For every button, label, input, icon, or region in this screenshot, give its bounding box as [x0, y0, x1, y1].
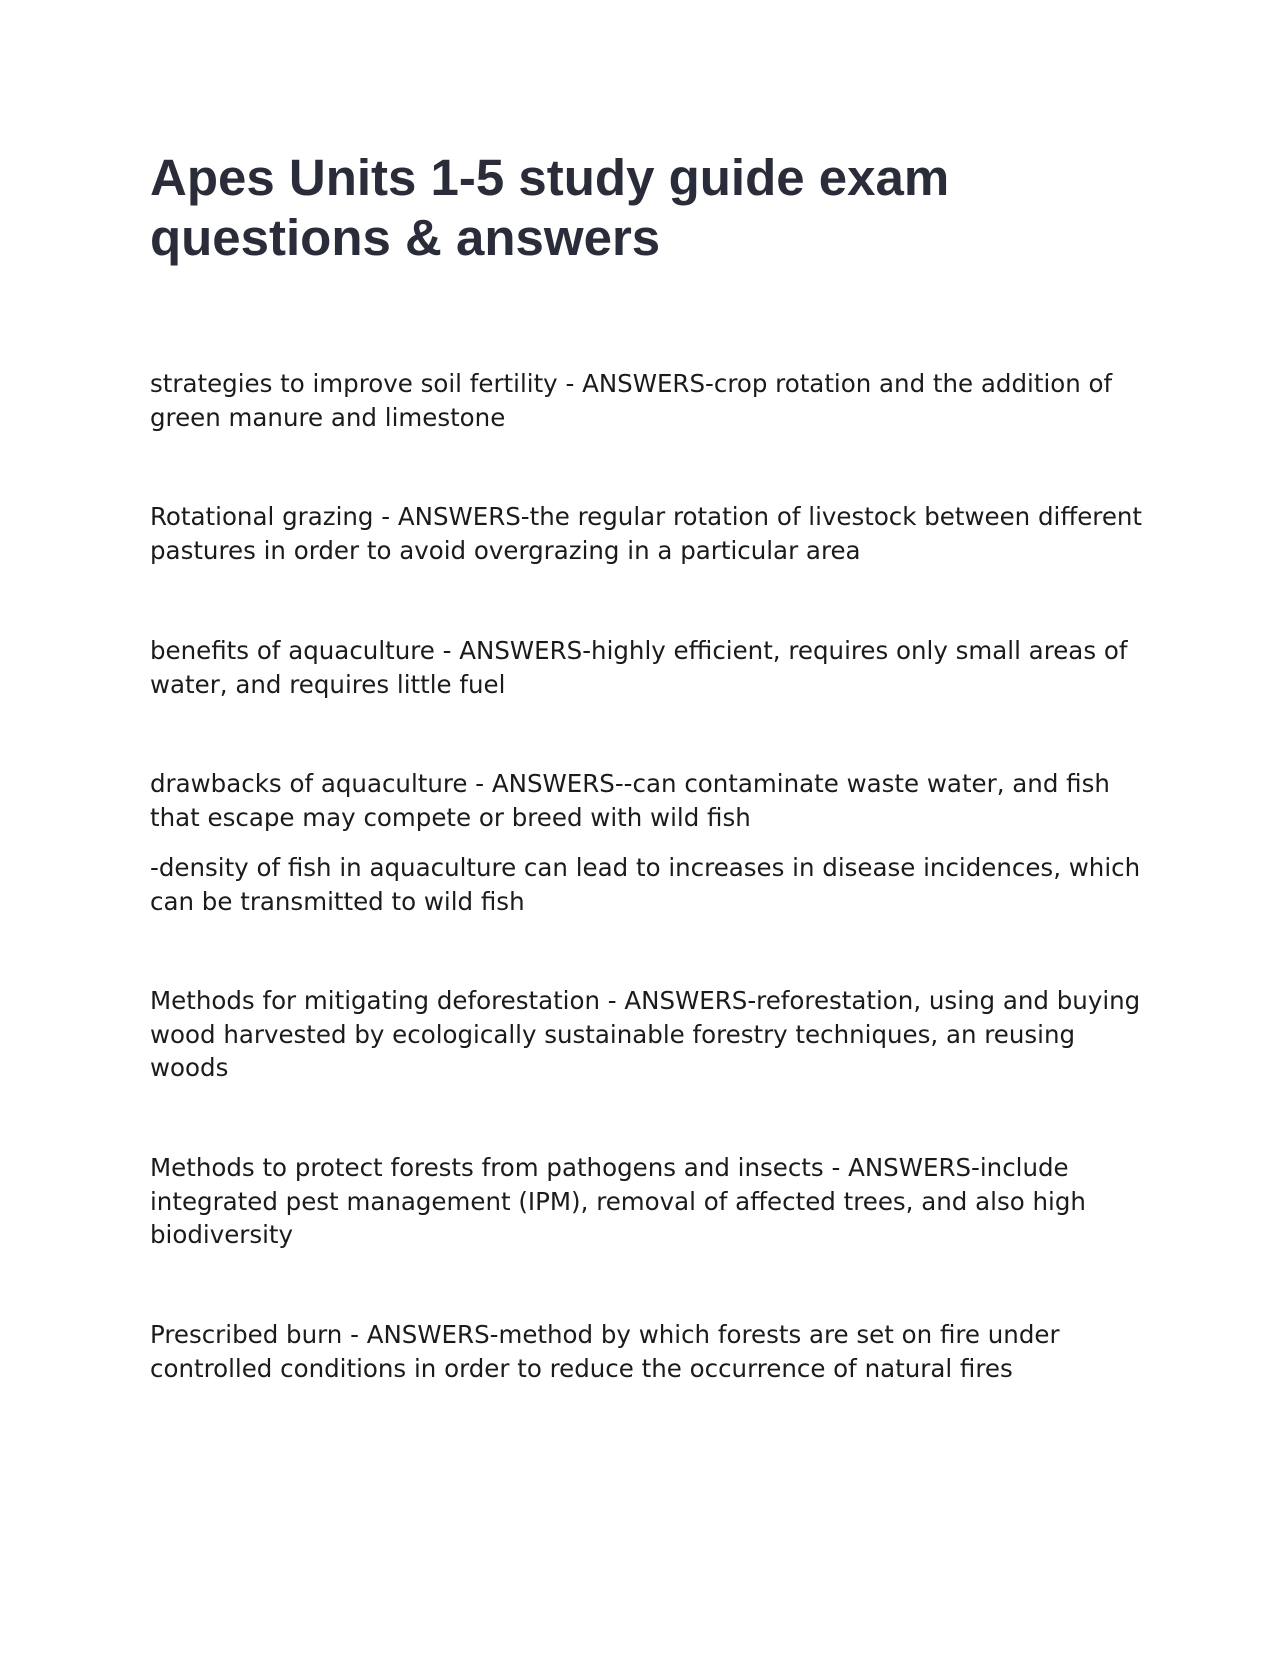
qa-entry-soil-fertility [150, 367, 1150, 434]
qa-entry-text: Rotational grazing - ANSWERS-the regular rotation of livestock between different pastures in order to avoid overgrazing in a particular area [150, 502, 1143, 565]
qa-entry-text: benefits of aquaculture - ANSWERS-highly efficient, requires only small areas of water, and requires little fuel [150, 636, 1128, 699]
document-title: Apes Units 1-5 study guide exam questions & answers [150, 149, 950, 266]
qa-entry-aquaculture-benefits [150, 634, 1150, 701]
qa-entry-text: Methods to protect forests from pathogens and insects - ANSWERS-include integrated pest management (IPM), removal of affected trees, and also high biodiversity [150, 1153, 1086, 1249]
qa-entry-aquaculture-drawbacks [150, 767, 1150, 918]
qa-entry-text: strategies to improve soil fertility - ANSWERS-crop rotation and the addition of green manure and limestone [150, 369, 1113, 432]
qa-entry-prescribed-burn [150, 1318, 1150, 1385]
qa-entry-deforestation [150, 984, 1150, 1085]
qa-entry-text-continued: -density of fish in aquaculture can lead to increases in disease incidences, which can be transmitted to wild fish [150, 853, 1141, 916]
qa-entry-forest-protection [150, 1151, 1150, 1252]
qa-entry-text: Methods for mitigating deforestation - ANSWERS-reforestation, using and buying wood harvested by ecologically sustainable forestry techniques, an reusing woods [150, 986, 1141, 1082]
qa-entry-text: drawbacks of aquaculture - ANSWERS--can contaminate waste water, and fish that escape may compete or breed with wild fish [150, 769, 1110, 832]
qa-entry-rotational-grazing [150, 500, 1150, 567]
qa-entry-text: Prescribed burn - ANSWERS-method by which forests are set on fire under controlled conditions in order to reduce the occurrence of natural fires [150, 1320, 1060, 1383]
